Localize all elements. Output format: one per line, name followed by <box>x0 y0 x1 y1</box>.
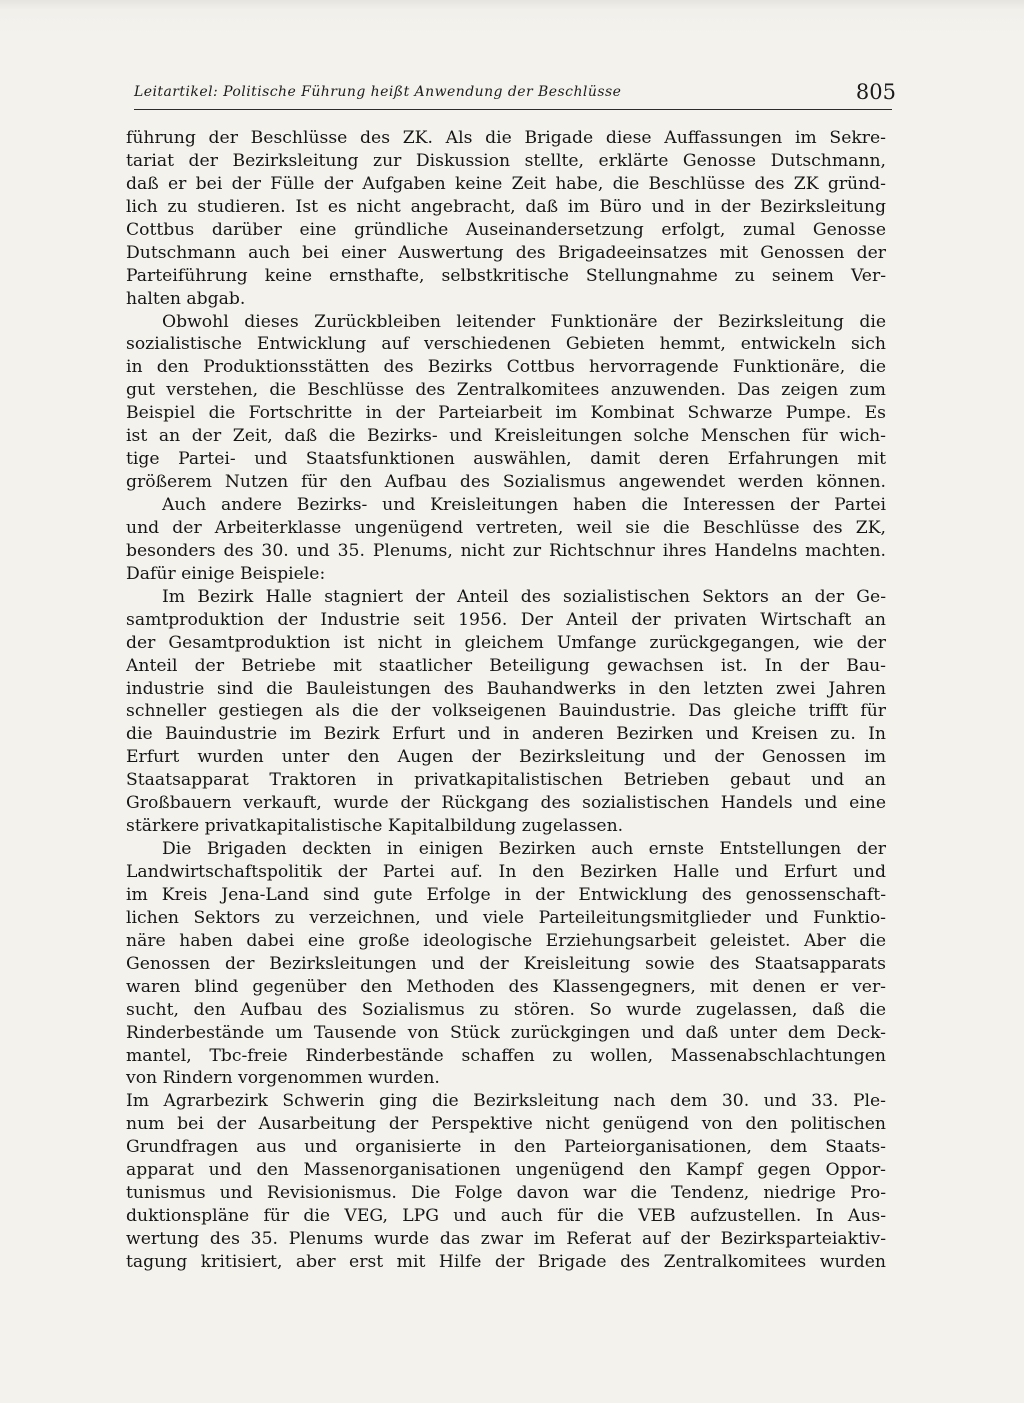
text-line: samtproduktion der Industrie seit 1956. Der Anteil der privaten Wirtschaft an <box>126 609 886 630</box>
text-line: Dafür einige Beispiele: <box>126 563 326 584</box>
text-line: apparat und den Massenorganisationen ungenügend den Kampf gegen Oppor- <box>126 1160 886 1181</box>
text-line: lichen Sektors zu verzeichnen, und viele Parteileitungsmitglieder und Funktio- <box>126 907 886 928</box>
text-line: tagung kritisiert, aber erst mit Hilfe der Brigade des Zentralkomitees wurden <box>126 1251 886 1272</box>
text-line: Die Brigaden deckten in einigen Bezirken auch ernste Entstellungen der <box>162 839 886 860</box>
text-line: im Kreis Jena-Land sind gute Erfolge in der Entwicklung des genossenschaft- <box>126 884 886 905</box>
text-line: Rinderbestände um Tausende von Stück zurückgingen und daß unter dem Deck- <box>126 1022 886 1043</box>
text-line: sozialistische Entwicklung auf verschiedenen Gebieten hemmt, entwickeln sich <box>126 334 886 355</box>
running-title: Leitartikel: Politische Führung heißt Anwendung der Beschlüsse <box>134 84 622 100</box>
text-line: schneller gestiegen als die der volkseigenen Bauindustrie. Das gleiche trifft für <box>126 701 886 722</box>
text-line: führung der Beschlüsse des ZK. Als die Brigade diese Auffassungen im Sekre- <box>126 128 886 148</box>
text-line: und der Arbeiterklasse ungenügend vertreten, weil sie die Beschlüsse des ZK, <box>126 517 886 538</box>
text-line: stärkere privatkapitalistische Kapitalbildung zugelassen. <box>126 816 624 837</box>
text-line: von Rindern vorgenommen wurden. <box>126 1068 440 1089</box>
text-line: tunismus und Revisionismus. Die Folge davon war die Tendenz, niedrige Pro- <box>126 1183 886 1204</box>
text-line: Beispiel die Fortschritte in der Parteiarbeit im Kombinat Schwarze Pumpe. Es <box>126 403 886 424</box>
article-body <box>126 127 886 1274</box>
text-line: Staatsapparat Traktoren in privatkapitalistischen Betrieben gebaut und an <box>126 770 886 791</box>
text-line: duktionspläne für die VEG, LPG und auch für die VEB aufzustellen. In Aus- <box>126 1206 886 1227</box>
text-line: Großbauern verkauft, wurde der Rückgang des sozialistischen Handels und eine <box>126 793 886 814</box>
text-line: Genossen der Bezirksleitungen und der Kreisleitung sowie des Staatsapparats <box>126 953 886 974</box>
text-line: der Gesamtproduktion ist nicht in gleichem Umfange zurückgegangen, wie der <box>126 632 886 653</box>
text-line: industrie sind die Bauleistungen des Bauhandwerks in den letzten zwei Jahren <box>126 678 886 699</box>
text-line: besonders des 30. und 35. Plenums, nicht zur Richtschnur ihres Handelns machten. <box>126 540 886 561</box>
text-line: ist an der Zeit, daß die Bezirks- und Kreisleitungen solche Menschen für wich- <box>126 426 886 447</box>
text-line: halten abgab. <box>126 288 246 309</box>
text-line: in den Produktionsstätten des Bezirks Cottbus hervorragende Funktionäre, die <box>126 357 886 378</box>
text-line: Erfurt wurden unter den Augen der Bezirksleitung und der Genossen im <box>126 747 886 768</box>
text-line: tariat der Bezirksleitung zur Diskussion stellte, erklärte Genosse Dutschmann, <box>126 150 886 171</box>
text-line: Obwohl dieses Zurückbleiben leitender Funktionäre der Bezirksleitung die <box>162 311 886 332</box>
text-line: Cottbus darüber eine gründliche Auseinandersetzung erfolgt, zumal Genosse <box>126 219 886 240</box>
text-line: waren blind gegenüber den Methoden des Klassengegners, mit denen er ver- <box>126 976 886 997</box>
text-line: mantel, Tbc-freie Rinderbestände schaffen zu wollen, Massenabschlachtungen <box>126 1045 886 1066</box>
text-line: num bei der Ausarbeitung der Perspektive nicht genügend von den politischen <box>126 1114 886 1135</box>
header-divider <box>134 109 892 110</box>
text-line: Anteil der Betriebe mit staatlicher Beteiligung gewachsen ist. In der Bau- <box>126 655 886 676</box>
text-line: Dutschmann auch bei einer Auswertung des Brigadeeinsatzes mit Genossen der <box>126 242 886 263</box>
text-line: Grundfragen aus und organisierte in den Parteiorganisationen, dem Staats- <box>126 1137 886 1158</box>
page-number: 805 <box>855 80 896 104</box>
text-line: lich zu studieren. Ist es nicht angebracht, daß im Büro und in der Bezirksleitung <box>126 196 886 217</box>
text-line: größerem Nutzen für den Aufbau des Sozialismus angewendet werden können. <box>126 472 886 493</box>
text-line: sucht, den Aufbau des Sozialismus zu stören. So wurde zugelassen, daß die <box>126 999 886 1020</box>
text-line: gut verstehen, die Beschlüsse des Zentralkomitees anzuwenden. Das zeigen zum <box>126 380 886 401</box>
text-line: Im Bezirk Halle stagniert der Anteil des sozialistischen Sektors an der Ge- <box>162 586 886 607</box>
text-line: wertung des 35. Plenums wurde das zwar im Referat auf der Bezirksparteiaktiv- <box>126 1229 886 1249</box>
text-line: Parteiführung keine ernsthafte, selbstkritische Stellungnahme zu seinem Ver- <box>126 265 886 286</box>
text-line: näre haben dabei eine große ideologische Erziehungsarbeit geleistet. Aber die <box>126 930 886 951</box>
text-line: daß er bei der Fülle der Aufgaben keine Zeit habe, die Beschlüsse des ZK gründ- <box>126 173 886 194</box>
text-line: tige Partei- und Staatsfunktionen auswählen, damit deren Erfahrungen mit <box>126 449 886 470</box>
text-line: Im Agrarbezirk Schwerin ging die Bezirksleitung nach dem 30. und 33. Ple- <box>126 1091 886 1112</box>
text-line: die Bauindustrie im Bezirk Erfurt und in anderen Bezirken und Kreisen zu. In <box>126 724 886 745</box>
text-line: Landwirtschaftspolitik der Partei auf. In den Bezirken Halle und Erfurt und <box>126 862 886 882</box>
page-header <box>134 80 894 108</box>
text-line: Auch andere Bezirks- und Kreisleitungen haben die Interessen der Partei <box>162 495 886 515</box>
